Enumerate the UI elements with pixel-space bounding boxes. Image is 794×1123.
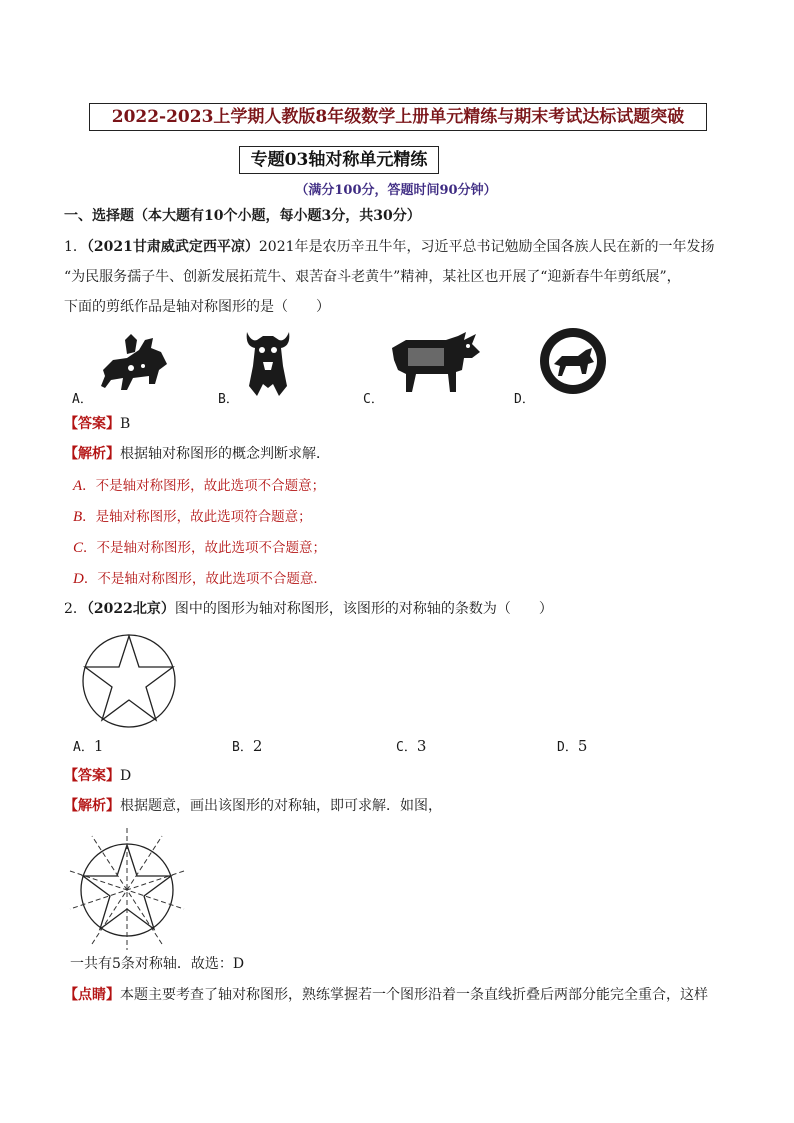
q1-stem-line3: 下面的剪纸作品是轴对称图形的是（ ） [64,299,330,315]
q2-analysis-label: 【解析】 [64,798,120,814]
q1-source: （2021甘肃威武定西平凉） [86,239,259,255]
q1-option-c[interactable]: C． [363,392,384,407]
q1-answer-value: B [120,416,131,432]
q2-number: 2． [64,601,87,617]
q1-option-a[interactable]: A． [72,392,93,407]
q1-answer [64,413,130,435]
q2-answer [64,765,131,787]
q2-comment-label: 【点睛】 [64,987,120,1003]
q2-conclusion: 一共有5条对称轴．故选：D [70,956,245,972]
q1-option-b-image [243,326,293,398]
q2-option-a[interactable]: A．1 [73,737,104,755]
q2-option-b[interactable]: B．2 [232,737,263,755]
q2-comment [64,984,708,1006]
q2-source: （2022北京） [86,601,175,617]
q1-stem-line2: “为民服务孺子牛、创新发展拓荒牛、艰苦奋斗老黄牛”精神，某社区也开展了“迎新春牛年剪纸展”， [64,269,681,285]
q2-answer-label: 【答案】 [64,768,120,784]
q1-analysis-c: C．不是轴对称图形，故此选项不合题意； [73,540,327,556]
q2-stem-text: 图中的图形为轴对称图形，该图形的对称轴的条数为（ ） [174,601,553,617]
exam-note: （满分100分，答题时间90分钟） [295,183,497,198]
q1-option-a-image [95,330,175,396]
q1-analysis-b: B．是轴对称图形，故此选项符合题意； [73,509,312,525]
q1-number: 1． [64,239,87,255]
q1-analysis-d: D．不是轴对称图形，故此选项不合题意． [73,571,327,587]
q1-analysis-text: 根据轴对称图形的概念判断求解． [120,446,330,462]
q2-star-figure [72,632,186,730]
q2-answer-value: D [120,768,132,784]
q2-comment-text: 本题主要考查了轴对称图形，熟练掌握若一个图形沿着一条直线折叠后两部分能完全重合，这样 [120,987,708,1003]
q2-option-d[interactable]: D．5 [557,737,588,755]
q1-analysis-a: A．不是轴对称图形，故此选项不合题意； [73,478,326,494]
q2-analysis-text: 根据题意，画出该图形的对称轴，即可求解．如图， [120,798,442,814]
q1-answer-label: 【答案】 [64,416,120,432]
q2-option-c[interactable]: C．3 [396,737,427,755]
document-title: 2022-2023上学期人教版8年级数学上册单元精练与期末考试达标试题突破 [89,103,707,131]
q1-analysis [64,443,330,465]
q2-stem [64,598,553,620]
section-heading: 一、选择题（本大题有10个小题，每小题3分，共30分） [64,208,421,224]
q1-analysis-label: 【解析】 [64,446,120,462]
topic-title: 专题03轴对称单元精练 [239,146,439,174]
q1-option-d[interactable]: D． [514,392,535,407]
q1-option-c-image [386,330,484,396]
q1-stem-line1: 2021年是农历辛丑牛年，习近平总书记勉励全国各族人民在新的一年发扬 [258,239,715,255]
q1-option-d-image [538,326,608,396]
q1-option-b[interactable]: B． [218,392,239,407]
q2-axes-figure [66,826,188,952]
q2-analysis [64,795,442,817]
q1-line1 [64,236,715,258]
